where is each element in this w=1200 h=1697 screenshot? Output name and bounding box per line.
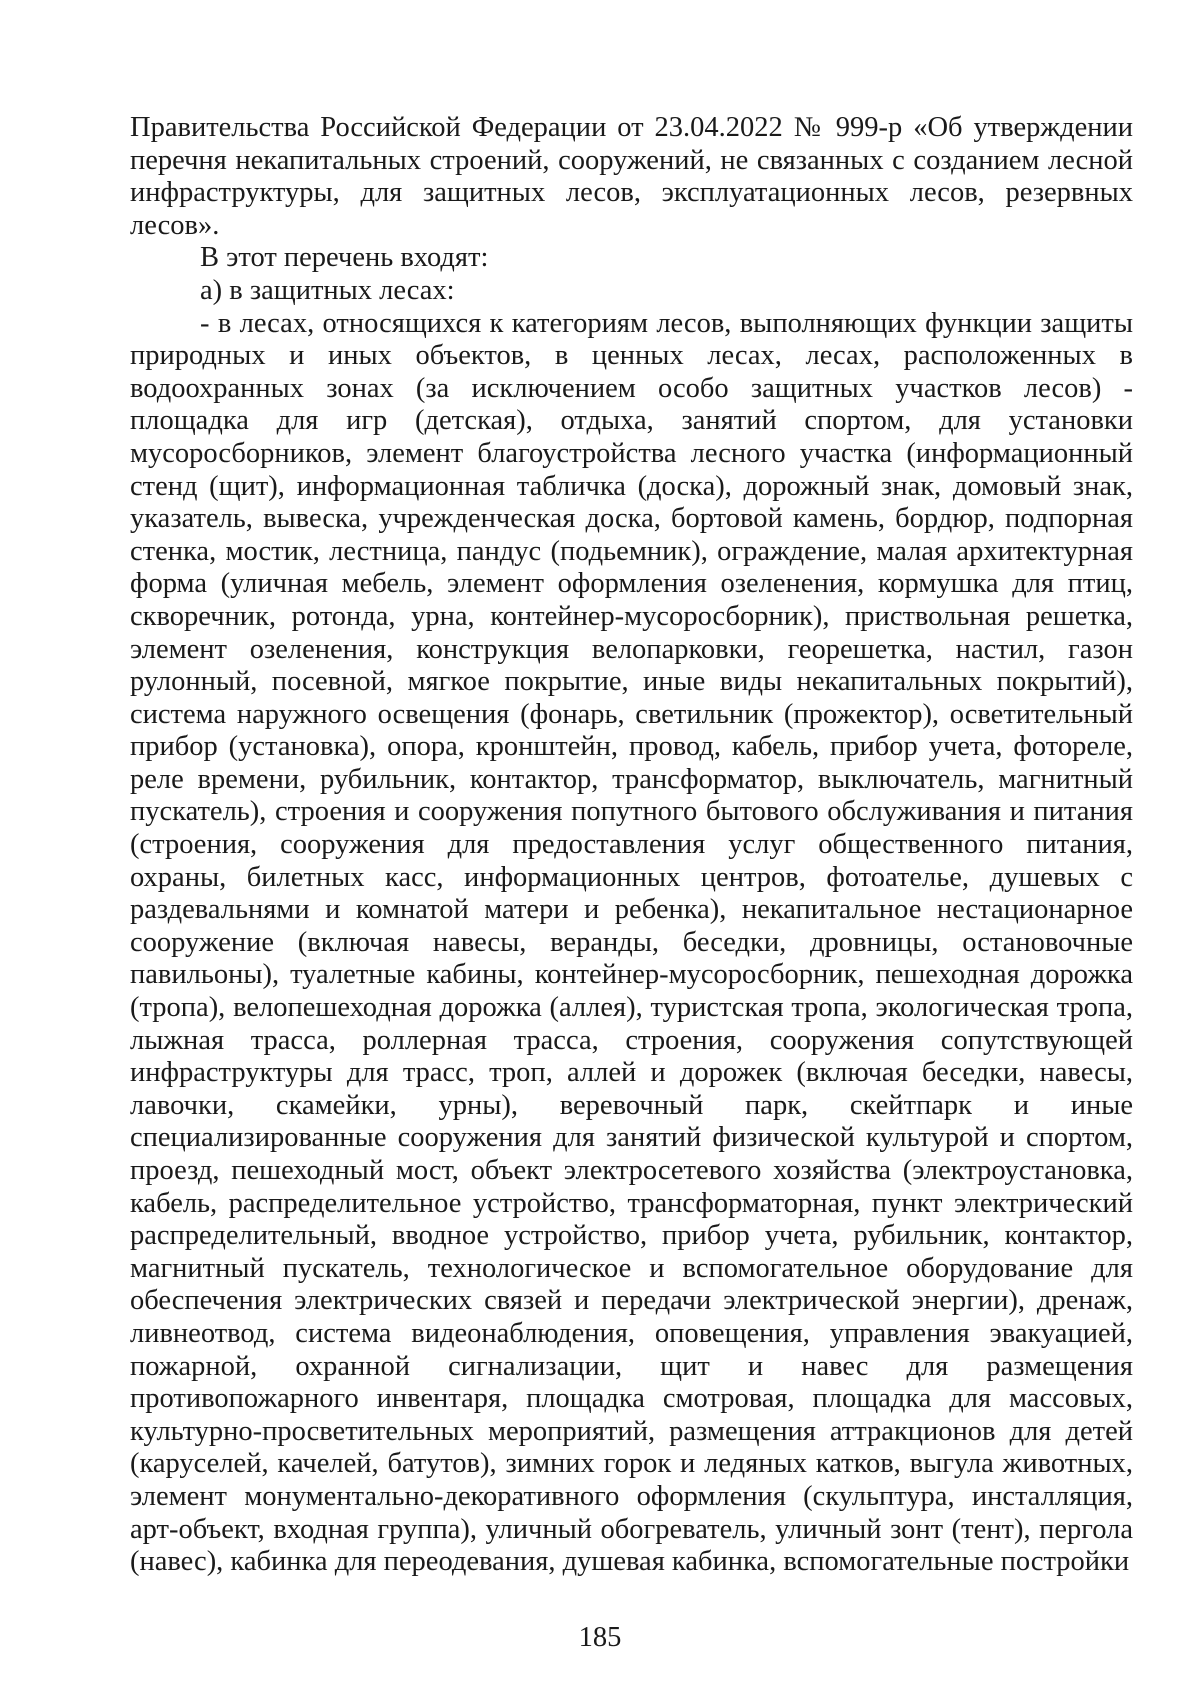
body-text [130, 112, 1133, 1579]
paragraph-list-subitem: - в лесах, относящихся к категориям лесов, выполняющих функции защиты природных и иных объектов, в ценных лесах, лесах, расположенных в водоохранных зонах (за исключением особо защитных участков лесов) - площадка для игр (детская), отдыха, занятий спортом, для установки мусоросборников, элемент благоустройства лесного участка (информационный стенд (щит), информационная табличка (доска), дорожный знак, домовый знак, указатель, вывеска, учрежденческая доска, бортовой камень, бордюр, подпорная стенка, мостик, лестница, пандус (подьемник), ограждение, малая архитектурная форма (уличная мебель, элемент оформления озеленения, кормушка для птиц, скворечник, ротонда, урна, контейнер-мусоросборник), приствольная решетка, элемент озеленения, конструкция велопарковки, георешетка, настил, газон рулонный, посевной, мягкое покрытие, иные виды некапитальных покрытий), система наружного освещения (фонарь, светильник (прожектор), осветительный прибор (установка), опора, кронштейн, провод, кабель, прибор учета, фотореле, реле времени, рубильник, контактор, трансформатор, выключатель, магнитный пускатель), строения и сооружения попутного бытового обслуживания и питания (строения, сооружения для предоставления услуг общественного питания, охраны, билетных касс, информационных центров, фотоателье, душевых с раздевальнями и комнатой матери и ребенка), некапитальное нестационарное сооружение (включая навесы, веранды, беседки, дровницы, остановочные павильоны), туалетные кабины, контейнер-мусоросборник, пешеходная дорожка (тропа), велопешеходная дорожка (аллея), туристская тропа, экологическая тропа, лыжная трасса, роллерная трасса, строения, сооружения сопутствующей инфраструктуры для трасс, троп, аллей и дорожек (включая беседки, навесы, лавочки, скамейки, урны), веревочный парк, скейтпарк и иные специализированные сооружения для занятий физической культурой и спортом, проезд, пешеходный мост, объект электросетевого хозяйства (электроустановка, кабель, распределительное устройство, трансформаторная, пункт электрический распределительный, вводное устройство, прибор учета, рубильник, контактор, магнитный пускатель, технологическое и вспомогательное оборудование для обеспечения электрических связей и передачи электрической энергии), дренаж, ливнеотвод, система видеонаблюдения, оповещения, управления эвакуацией, пожарной, охранной сигнализации, щит и навес для размещения противопожарного инвентаря, площадка смотровая, площадка для массовых, культурно-просветительных мероприятий, размещения аттракционов для детей (каруселей, качелей, батутов), зимних горок и ледяных катков, выгула животных, элемент монументально-декоративного оформления (скульптура, инсталляция, арт-объект, входная группа), уличный обогреватель, уличный зонт (тент), пергола (навес), кабинка для переодевания, душевая кабинка, вспомогательные постройки [130, 307, 1133, 1578]
paragraph-list-intro: В этот перечень входят: [200, 242, 489, 274]
page-number: 185 [578, 1622, 622, 1653]
paragraph-continuation: Правительства Российской Федерации от 23.04.2022 № 999-р «Об утверждении перечня некапитальных строений, сооружений, не связанных с созданием лесной инфраструктуры, для защитных лесов, эксплуатационных лесов, резервных лесов». [130, 112, 1133, 241]
paragraph-list-item-a: а) в защитных лесах: [200, 274, 455, 306]
